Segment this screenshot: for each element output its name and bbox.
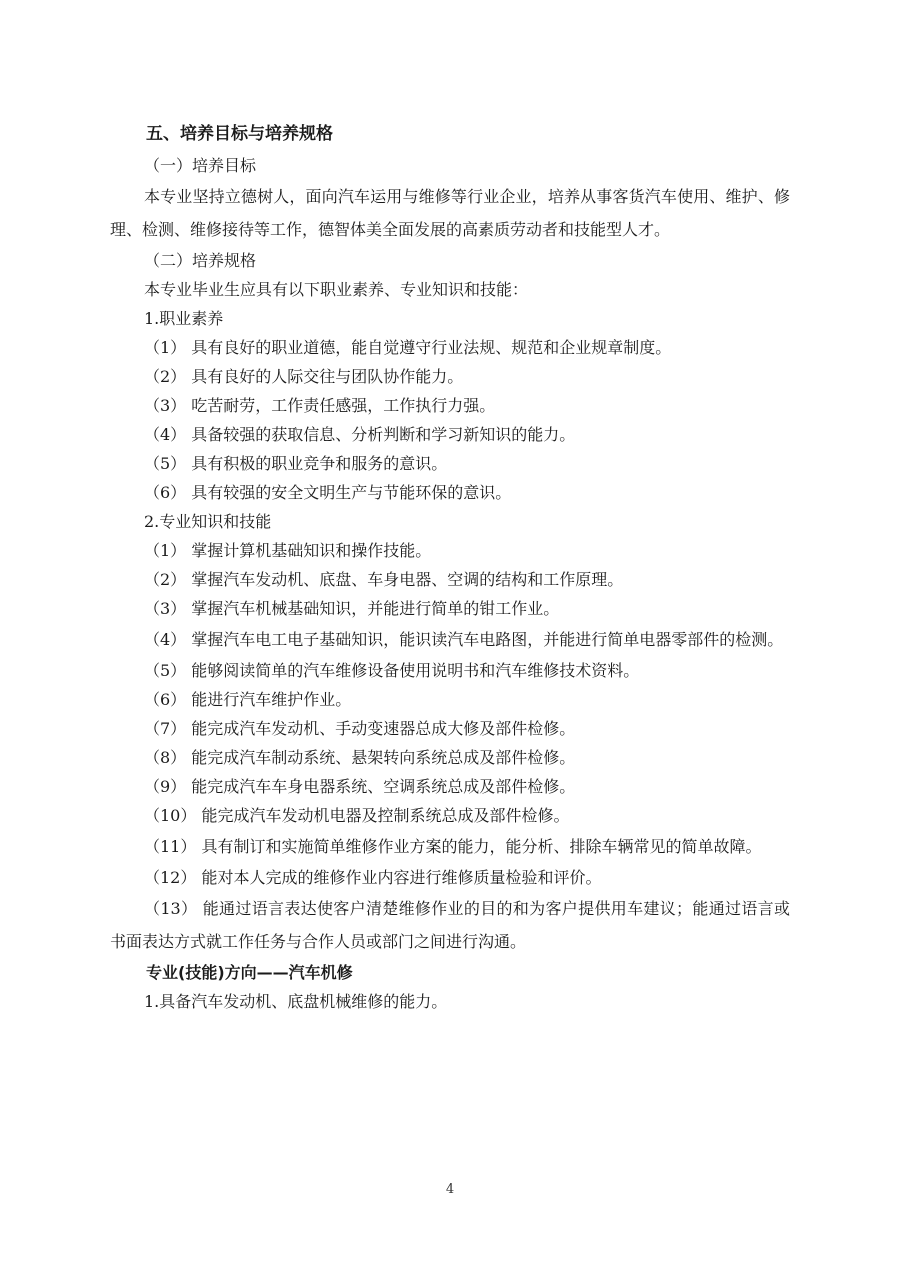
goal-paragraph: 本专业坚持立德树人，面向汽车运用与维修等行业企业，培养从事客货汽车使用、维护、修理、检测、维修接待等工作，德智体美全面发展的高素质劳动者和技能型人才。 xyxy=(110,187,790,239)
list-item: （1） 掌握计算机基础知识和操作技能。 xyxy=(144,541,432,560)
knowledge-heading: 2.专业知识和技能 xyxy=(144,512,272,531)
list-item: （8） 能完成汽车制动系统、悬架转向系统总成及部件检修。 xyxy=(144,748,576,767)
literacy-list xyxy=(110,333,790,507)
section-title: 五、培养目标与培养规格 xyxy=(146,124,333,144)
list-item: （7） 能完成汽车发动机、手动变速器总成大修及部件检修。 xyxy=(144,719,576,738)
list-item: （3） 掌握汽车机械基础知识，并能进行简单的钳工作业。 xyxy=(144,599,560,618)
list-item: （6） 具有较强的安全文明生产与节能环保的意识。 xyxy=(144,483,512,502)
list-item: （3） 吃苦耐劳，工作责任感强，工作执行力强。 xyxy=(144,396,496,415)
list-item: 1.具备汽车发动机、底盘机械维修的能力。 xyxy=(144,992,448,1011)
knowledge-list xyxy=(110,536,790,958)
list-item: （2） 掌握汽车发动机、底盘、车身电器、空调的结构和工作原理。 xyxy=(144,570,624,589)
direction-heading: 专业(技能)方向——汽车机修 xyxy=(146,963,353,982)
list-item: （5） 具有积极的职业竞争和服务的意识。 xyxy=(144,454,448,473)
list-item: （4） 掌握汽车电工电子基础知识，能识读汽车电路图，并能进行简单电器零部件的检测。 xyxy=(144,630,784,649)
list-item: （12） 能对本人完成的维修作业内容进行维修质量检验和评价。 xyxy=(144,868,602,887)
page-number: 4 xyxy=(445,1182,455,1197)
list-item: （1） 具有良好的职业道德，能自觉遵守行业法规、规范和企业规章制度。 xyxy=(144,338,672,357)
list-item: （10） 能完成汽车发动机电器及控制系统总成及部件检修。 xyxy=(144,806,570,825)
spec-intro: 本专业毕业生应具有以下职业素养、专业知识和技能： xyxy=(144,280,529,299)
list-item: （6） 能进行汽车维护作业。 xyxy=(144,690,352,709)
goal-heading: （一）培养目标 xyxy=(144,156,257,175)
spec-heading: （二）培养规格 xyxy=(144,251,257,270)
list-item: （2） 具有良好的人际交往与团队协作能力。 xyxy=(144,367,464,386)
list-item: （5） 能够阅读简单的汽车维修设备使用说明书和汽车维修技术资料。 xyxy=(144,661,640,680)
page-content xyxy=(110,120,790,1016)
list-item: （11） 具有制订和实施简单维修作业方案的能力，能分析、排除车辆常见的简单故障。 xyxy=(144,837,762,856)
literacy-heading: 1.职业素养 xyxy=(144,309,224,328)
list-item: （13） 能通过语言表达使客户清楚维修作业的目的和为客户提供用车建议；能通过语言或书面表达方式就工作任务与合作人员或部门之间进行沟通。 xyxy=(110,899,790,951)
list-item: （4） 具备较强的获取信息、分析判断和学习新知识的能力。 xyxy=(144,425,576,444)
list-item: （9） 能完成汽车车身电器系统、空调系统总成及部件检修。 xyxy=(144,777,576,796)
